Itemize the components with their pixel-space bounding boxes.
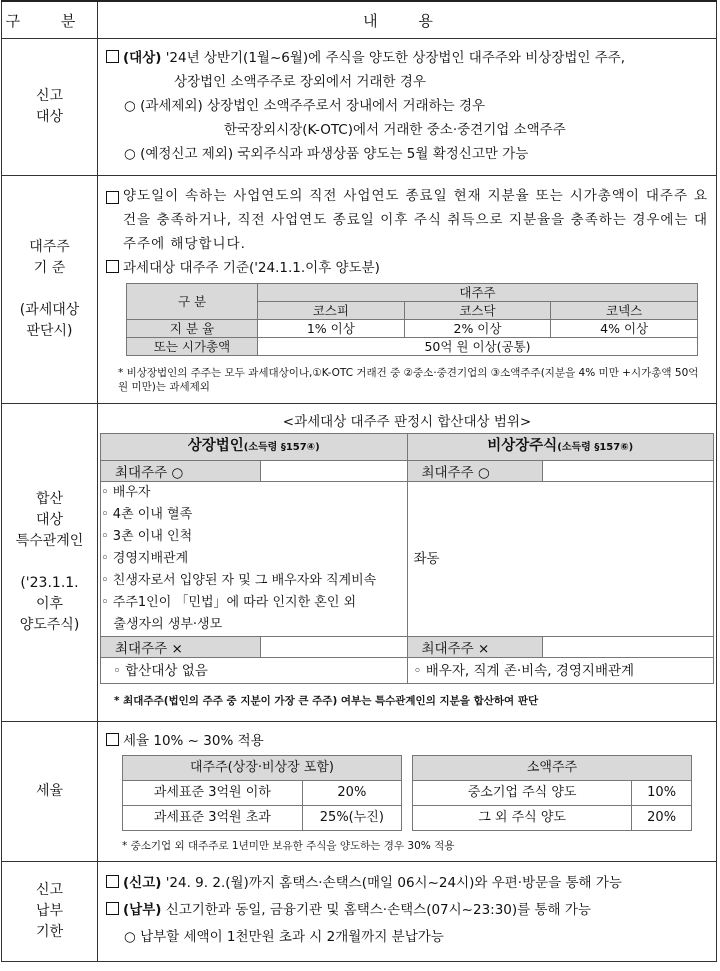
category-label: 기한 — [35, 924, 64, 940]
listed-related-list — [101, 482, 408, 637]
footnote: * 중소기업 외 대주주로 1년미만 보유한 주식을 양도하는 경우 30% 적용 — [122, 839, 455, 852]
criteria-paragraph — [106, 184, 708, 256]
table-cell — [407, 637, 714, 658]
category-label: 신고 — [35, 88, 64, 104]
category-cell — [2, 39, 98, 176]
minor-shareholder-rate-table — [412, 755, 692, 831]
category-label: 판단시) — [26, 323, 73, 339]
list-item: ◦ 주주1인이 「민법」에 따라 인지한 혼인 외 — [101, 595, 357, 610]
category-label: 합산 — [35, 491, 64, 507]
max-shareholder-no: 최대주주 × — [101, 637, 260, 657]
category-label: 신고 — [35, 882, 64, 898]
content-cell — [98, 176, 717, 404]
table-cell: 지 분 율 — [127, 319, 258, 337]
criteria-title — [106, 256, 708, 280]
unlisted-header — [407, 434, 714, 461]
category-label: 이후 — [35, 596, 64, 612]
table-header: 구 분 — [127, 283, 258, 319]
table-cell: 10% — [632, 780, 692, 805]
rate-line — [106, 729, 708, 753]
content-cell — [98, 404, 717, 722]
table-row — [101, 482, 714, 637]
text-line: ○ (과세제외) 상장법인 소액주주로서 장내에서 거래하는 경우 — [124, 98, 486, 114]
list-item: 출생자의 생부·생모 — [101, 617, 223, 632]
category-label: 세율 — [35, 783, 64, 799]
category-label: 양도주식) — [19, 617, 80, 633]
table-cell: 중소기업 주식 양도 — [413, 780, 632, 805]
table-row — [123, 755, 402, 780]
table-cell — [101, 461, 408, 482]
text: '24년 상반기(1월~6월)에 주식을 양도한 상장법인 대주주와 비상장법인 주주, — [161, 50, 626, 66]
category-label: ('23.1.1. — [20, 575, 79, 591]
table-row — [127, 319, 698, 337]
header-category: 구 분 — [2, 1, 98, 39]
max-shareholder-yes: 최대주주 ○ — [408, 461, 542, 481]
table-cell: 2% 이상 — [404, 319, 551, 337]
category-label: 대주주 — [29, 239, 70, 255]
section-major-shareholder-criteria — [2, 176, 717, 404]
checkbox-icon — [106, 260, 119, 273]
main-table — [1, 0, 717, 962]
table-row — [123, 780, 402, 805]
table-cell: 4% 이상 — [551, 319, 698, 337]
rate-tables — [122, 755, 708, 831]
related-party-table — [100, 433, 714, 684]
listed-header — [101, 434, 408, 461]
table-row — [413, 805, 692, 830]
table-cell — [101, 637, 408, 658]
category-label: 특수관계인 — [15, 533, 84, 549]
table-cell: 20% — [632, 805, 692, 830]
text: 상장법인 — [187, 438, 244, 454]
header-row — [2, 1, 717, 39]
content-cell — [98, 862, 717, 962]
table-row — [101, 658, 714, 684]
category-label: 대상 — [35, 109, 64, 125]
category-cell — [2, 862, 98, 962]
filing-line — [106, 870, 708, 897]
table-cell: 과세표준 3억원 초과 — [123, 805, 303, 830]
text-line: 상장법인 소액주주로 장외에서 거래한 경우 — [174, 74, 426, 90]
text-line: ○ 납부할 세액이 1천만원 초과 시 2개월까지 분납가능 — [124, 929, 444, 945]
criteria-table — [126, 283, 698, 356]
table-row — [123, 805, 402, 830]
bold-label: (납부) — [123, 902, 162, 918]
payment-line — [106, 897, 708, 924]
footnote: * 최대주주(법인의 주주 중 지분이 가장 큰 주주) 여부는 특수관계인의 지분을 합산하여 판단 — [114, 695, 539, 707]
target-line — [106, 46, 708, 70]
table-row — [127, 283, 698, 301]
max-shareholder-no: 최대주주 × — [408, 637, 542, 657]
text: '24. 9. 2.(월)까지 홈택스·손택스(매일 06시~24시)와 우편·방문을 통해 가능 — [161, 875, 622, 891]
text: 과세대상 대주주 기준('24.1.1.이후 양도분) — [123, 259, 380, 276]
text: 비상장주식 — [487, 438, 558, 454]
checkbox-icon — [106, 875, 119, 888]
footnote: * 비상장법인의 주주는 모두 과세대상이나,①K-OTC 거래건 중 ②중소·중견기업의 ③소액주주(지분을 4% 미만 +시가총액 50억원 미만)는 과세제외 — [118, 366, 699, 393]
text: (소득령 §157⑥) — [557, 442, 634, 453]
table-cell: 50억 원 이상(공통) — [258, 337, 698, 355]
checkbox-icon — [106, 50, 119, 63]
text: 양도일이 속하는 사업연도의 직전 사업연도 종료일 현재 지분율 또는 시가총액이 대주주 요건을 충족하거나, 직전 사업연도 종료일 이후 주식 취득으로 지분율을 충족하는 경우에는 대주주에 해당합니다. — [123, 187, 708, 252]
section-title: <과세대상 대주주 판정시 합산대상 범위> — [282, 414, 532, 430]
table-header: 대주주(상장·비상장 포함) — [123, 755, 402, 780]
checkbox-icon — [106, 191, 119, 204]
section-report-target — [2, 39, 717, 176]
table-cell: 25%(누진) — [302, 805, 401, 830]
table-row — [413, 780, 692, 805]
same-as-left: 좌동 — [407, 482, 714, 637]
category-label: (과세대상 — [19, 302, 80, 318]
table-cell: ◦ 배우자, 직계 존·비속, 경영지배관계 — [407, 658, 714, 684]
category-cell — [2, 404, 98, 722]
bold-label: (신고) — [123, 875, 162, 891]
text-line: 한국장외시장(K-OTC)에서 거래한 중소·중견기업 소액주주 — [224, 122, 566, 138]
table-cell — [407, 461, 714, 482]
table-cell: ◦ 합산대상 없음 — [101, 658, 408, 684]
text: 세율 10% ~ 30% 적용 — [123, 732, 264, 749]
table-row — [101, 434, 714, 461]
content-cell — [98, 39, 717, 176]
checkbox-icon — [106, 902, 119, 915]
table-header: 코넥스 — [551, 301, 698, 319]
table-header: 코스피 — [258, 301, 405, 319]
table-cell: 그 외 주식 양도 — [413, 805, 632, 830]
section-related-parties — [2, 404, 717, 722]
table-row — [127, 337, 698, 355]
category-label: 기 준 — [33, 260, 66, 276]
section-filing-deadline — [2, 862, 717, 962]
table-row — [101, 637, 714, 658]
list-item: ◦ 경영지배관계 — [101, 551, 189, 566]
table-cell: 1% 이상 — [258, 319, 405, 337]
list-item: ◦ 배우자 — [101, 485, 151, 500]
table-row — [101, 461, 714, 482]
spacer — [3, 552, 96, 573]
table-header: 대주주 — [258, 283, 698, 301]
content-cell — [98, 722, 717, 862]
checkbox-icon — [106, 733, 119, 746]
bold-label: (대상) — [123, 50, 162, 66]
list-item: ◦ 3촌 이내 인척 — [101, 529, 193, 544]
tax-guide-table-page — [1, 0, 719, 962]
table-cell: 또는 시가총액 — [127, 337, 258, 355]
list-item: ◦ 친생자로서 입양된 자 및 그 배우자와 직계비속 — [101, 573, 377, 588]
table-header: 코스닥 — [404, 301, 551, 319]
category-cell — [2, 722, 98, 862]
text: 신고기한과 동일, 금융기관 및 홈택스·손택스(07시~23:30)를 통해 가능 — [161, 902, 591, 918]
category-cell — [2, 176, 98, 404]
text-line: ○ (예정신고 제외) 국외주식과 파생상품 양도는 5월 확정신고만 가능 — [124, 146, 529, 162]
major-shareholder-rate-table — [122, 755, 402, 831]
spacer — [3, 279, 96, 300]
max-shareholder-yes: 최대주주 ○ — [101, 461, 260, 481]
text: (소득령 §157④) — [243, 442, 320, 453]
table-cell: 20% — [302, 780, 401, 805]
list-item: ◦ 4촌 이내 혈족 — [101, 507, 193, 522]
category-label: 대상 — [35, 512, 64, 528]
section-tax-rate — [2, 722, 717, 862]
table-header: 소액주주 — [413, 755, 692, 780]
category-label: 납부 — [35, 903, 64, 919]
header-content: 내 용 — [98, 1, 717, 39]
table-cell: 과세표준 3억원 이하 — [123, 780, 303, 805]
table-row — [413, 755, 692, 780]
